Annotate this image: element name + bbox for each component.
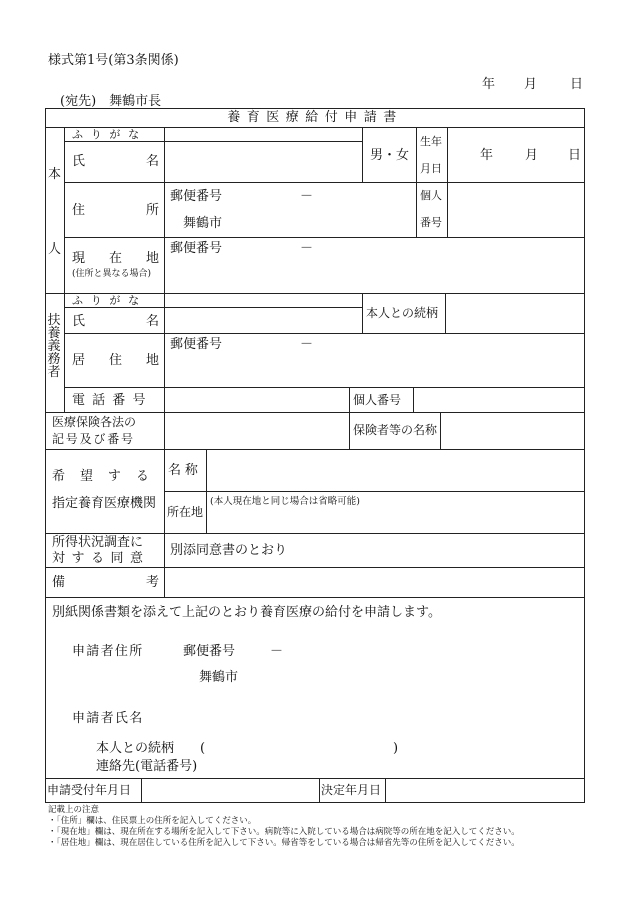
person-current-label-2: 在 [109,251,123,266]
insurer-name-label: 保険者等の名称 [353,423,438,437]
header-year-label: 年 [482,77,496,92]
guardian-postal-dash: － [300,337,314,352]
notes-heading: 記載上の注意 [48,805,100,815]
guardian-name-label-2: 名 [146,314,160,329]
applicant-relationship-label: 本人との続柄 [96,741,175,756]
person-city: 舞鶴市 [183,216,223,231]
applicant-contact-label: 連絡先(電話番号) [96,759,198,774]
person-current-note: (住所と異なる場合) [72,269,152,279]
consent-label-line2: 対する同意 [52,551,150,566]
guardian-residence-label-2: 住 [109,353,123,368]
person-mynumber-label-line1: 個人 [420,189,442,202]
person-label-bottom: 人 [48,242,62,257]
person-name-label-2: 名 [146,154,160,169]
guardian-phone-label: 電話番号 [72,393,153,408]
header-day-label: 日 [570,77,584,92]
guardian-residence-label-1: 居 [72,353,86,368]
applicant-postal-label: 郵便番号 [183,644,236,659]
person-postal-dash: － [300,189,314,204]
insurance-label-line2: 記号及び番号 [52,432,135,446]
applicant-name-label: 申請者氏名 [72,711,144,726]
institution-location-label: 所在地 [167,505,204,519]
applicant-address-label: 申請者住所 [72,644,144,659]
person-current-postal-label: 郵便番号 [170,241,223,256]
form-title: 養育医療給付申請書 [227,110,403,125]
note-item: ・「住所」欄は、住民票上の住所を記入してください。 [48,816,257,826]
decision-date-label: 決定年月日 [321,783,382,797]
guardian-section-label: 扶 養 義 務 者 [47,313,61,380]
person-birth-month: 月 [525,148,539,163]
person-furigana-label: ふりがな [72,128,147,141]
institution-location-note: (本人現在地と同じ場合は省略可能) [210,496,360,507]
guardian-name-label-1: 氏 [72,314,86,329]
person-label-top: 本 [48,167,62,182]
guardian-residence-label-3: 地 [146,353,160,368]
consent-value: 別添同意書のとおり [170,543,288,558]
person-current-label-3: 地 [146,251,160,266]
person-mynumber-label-line2: 番号 [420,216,442,229]
note-item: ・「居住地」欄は、現在居住している住所を記入して下さい。帰省等をしている場合は帰省先等の住所を記入してください。 [48,838,520,848]
institution-label-line1: 希望する [52,469,164,484]
header-month-label: 月 [524,77,538,92]
remarks-label-1: 備 [52,575,66,590]
person-sex-field[interactable]: 男・女 [370,148,410,163]
person-postal-label: 郵便番号 [170,189,223,204]
person-address-label-1: 住 [72,203,86,218]
consent-label-line1: 所得状況調査に [52,535,144,550]
institution-name-label: 名称 [168,463,202,478]
applicant-city: 舞鶴市 [199,670,239,685]
institution-label-line2: 指定養育医療機関 [52,496,157,511]
relationship-paren-close: ) [393,741,399,756]
relationship-paren-open: ( [200,741,206,756]
insurance-label-line1: 医療保険各法の [52,415,137,429]
received-date-label: 申請受付年月日 [47,783,132,797]
person-current-label-1: 現 [72,251,86,266]
guardian-mynumber-label: 個人番号 [353,393,402,407]
guardian-furigana-label: ふりがな [72,294,147,307]
note-item: ・「現在地」欄は、現在所在する場所を記入して下さい。病院等に入院している場合は病院等の所在地を記入してください。 [48,827,520,837]
guardian-postal-label: 郵便番号 [170,337,223,352]
applicant-postal-dash: － [270,644,284,659]
person-birth-label-line2: 月日 [420,162,442,175]
person-birth-year: 年 [480,148,494,163]
person-address-label-2: 所 [146,203,160,218]
form-number: 様式第1号(第3条関係) [48,53,179,68]
addressee: (宛先) 舞鶴市長 [60,94,162,109]
remarks-label-2: 考 [146,575,160,590]
declaration-statement: 別紙関係書類を添えて上記のとおり養育医療の給付を申請します。 [52,605,441,620]
guardian-relationship-label: 本人との続柄 [366,306,439,320]
person-birth-day: 日 [568,148,582,163]
person-current-postal-dash: － [300,241,314,256]
person-birth-label-line1: 生年 [420,135,442,148]
form-border [45,108,585,803]
person-name-label-1: 氏 [72,154,86,169]
